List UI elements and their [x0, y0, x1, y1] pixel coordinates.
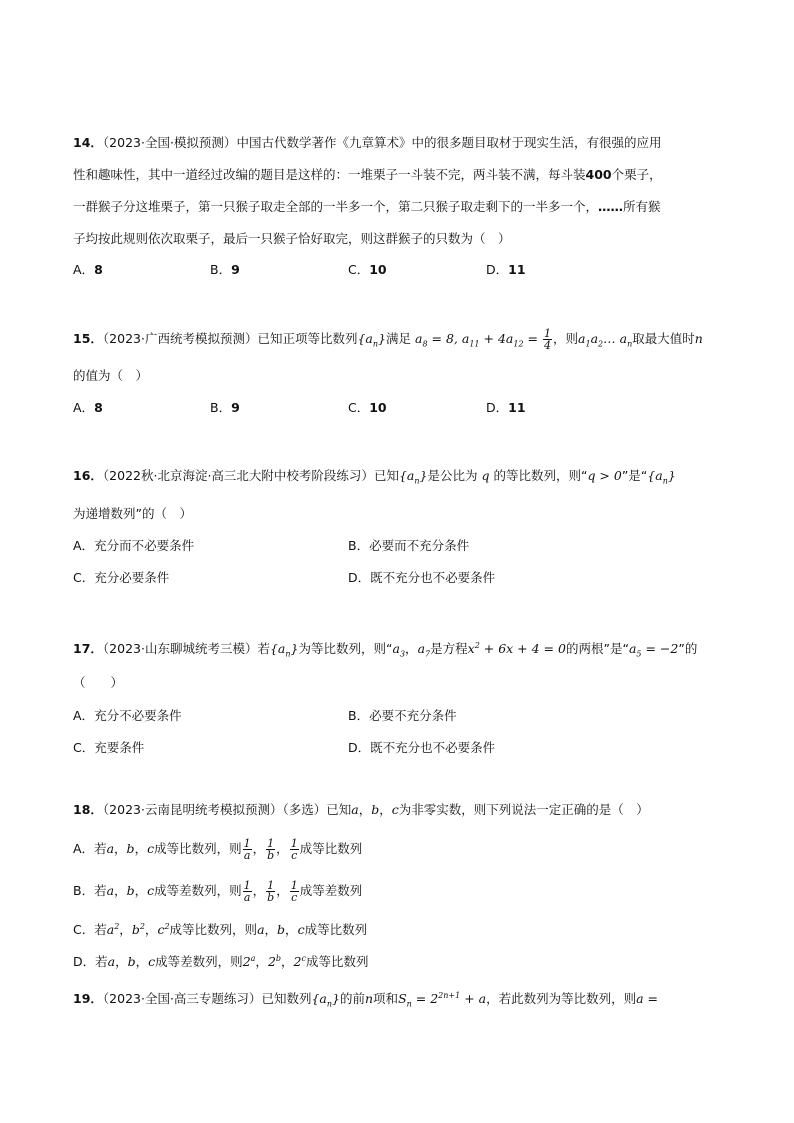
q15-number: 15 [73, 331, 91, 346]
q15-option-d: D．11 [486, 400, 526, 415]
q16-option-a: A．充分而不必要条件 [73, 538, 195, 553]
q14-option-c: C．10 [348, 262, 387, 277]
q18-number: 18 [73, 802, 91, 817]
q17-option-a: A．充分不必要条件 [73, 708, 182, 723]
q18-option-a: A．若a，b，c成等比数列，则 $\frac{1}{a}$ ， $\frac{1}{b}$ ， $\frac{1}{c}$ 成等比数列 [73, 837, 363, 862]
q18-source: （2023·云南昆明统考模拟预测）（多选） [102, 802, 327, 817]
q17-number: 17 [73, 641, 91, 657]
q14-text-1: 中国古代数学著作《九章算术》中的很多题目取材于现实生活，有很强的应用 [236, 135, 662, 150]
q16-line-1: 16．（2022秋·北京海淀·高三北大附中校考阶段练习）已知$\{a_n\}$是公比为 q 的等比数列，则“q > 0”是“$\{a_n\}$ [73, 468, 676, 486]
fraction-one-quarter: $\frac{1}{4}$ [544, 327, 552, 352]
q18-option-d: D．若a，b，c成等差数列，则2$^a$，2$^b$，2$^c$成等比数列 [73, 954, 369, 970]
q14-source: （2023·全国·模拟预测） [102, 135, 237, 150]
q15-line-2: 的值为（ ） [73, 368, 149, 383]
q16-line-2: 为递增数列”的（ ） [73, 506, 193, 521]
q15-option-a: A．8 [73, 400, 103, 415]
q14-option-b: B．9 [210, 262, 240, 277]
q14-line-4: 子均按此规则依次取栗子，最后一只猴子恰好取完，则这群猴子的只数为（ ） [73, 231, 511, 246]
q18-line-1: 18．（2023·云南昆明统考模拟预测）（多选）已知a，b，c为非零实数，则下列说法一定正确的是（ ） [73, 802, 649, 817]
q19-number: 19 [73, 991, 91, 1007]
q14-number: 14 [73, 135, 91, 150]
q15-option-b: B．9 [210, 400, 240, 415]
q17-source: （2023·山东聊城统考三模） [102, 641, 258, 657]
q14-line-3: 一群猴子分这堆栗子，第一只猴子取走全部的一半多一个，第二只猴子取走剩下的一半多一个，……所有猴 [73, 199, 661, 214]
q14-line-2: 性和趣味性，其中一道经过改编的题目是这样的：一堆栗子一斗装不完，两斗装不满，每斗装400个栗子， [73, 167, 662, 182]
q17-line-2: （ ） [73, 675, 124, 690]
q15-source: （2023·广西统考模拟预测） [102, 331, 258, 346]
q18-option-c: C．若$a^2$，$b^2$，$c^2$成等比数列，则a，b，c成等比数列 [73, 922, 368, 938]
q15-line-1: 15．（2023·广西统考模拟预测）已知正项等比数列$\{a_n\}$满足 $a_8 = 8$, $a_{11} + 4a_{12}$ = $\frac{1}{4}$ ，则$a_1a_2\dots$ $a_n$取最大值时n [73, 327, 703, 352]
q16-option-d: D．既不充分也不必要条件 [348, 570, 496, 585]
q14-option-a: A．8 [73, 262, 103, 277]
q17-option-b: B．必要不充分条件 [348, 708, 457, 723]
q17-line-1: 17．（2023·山东聊城统考三模）若$\{a_n\}$为等比数列，则“$a_3$，$a_7$是方程$x^2 + 6x + 4 = 0$的两根”是“$a_5 = -2$”的 [73, 641, 698, 659]
q18-option-b: B．若a，b，c成等差数列，则 $\frac{1}{a}$ ， $\frac{1}{b}$ ， $\frac{1}{c}$ 成等差数列 [73, 879, 363, 904]
q17-option-c: C．充要条件 [73, 740, 145, 755]
q19-line-1: 19．（2023·全国·高三专题练习）已知数列$\{a_n\}$的前n项和$S_n = 2^{2n+1} + a$，若此数列为等比数列，则a = [73, 991, 659, 1009]
q16-number: 16 [73, 468, 91, 483]
q15-option-c: C．10 [348, 400, 387, 415]
q16-source: （2022秋·北京海淀·高三北大附中校考阶段练习） [102, 468, 374, 483]
q14-option-d: D．11 [486, 262, 526, 277]
q14-line-1: 14．（2023·全国·模拟预测）中国古代数学著作《九章算术》中的很多题目取材于现实生活，有很强的应用 [73, 135, 662, 150]
q19-source: （2023·全国·高三专题练习） [102, 991, 262, 1007]
q16-option-c: C．充分必要条件 [73, 570, 170, 585]
q16-option-b: B．必要而不充分条件 [348, 538, 470, 553]
q17-option-d: D．既不充分也不必要条件 [348, 740, 496, 755]
